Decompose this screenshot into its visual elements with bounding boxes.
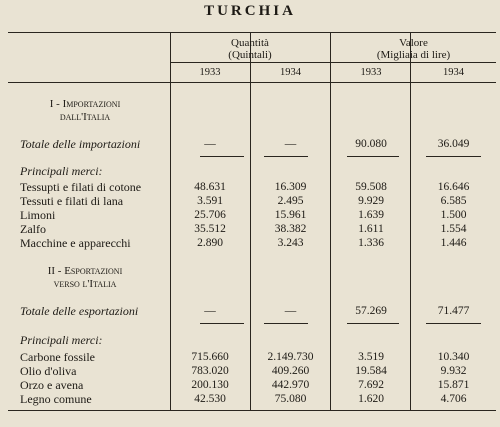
table-cell: 409.260: [271, 365, 310, 377]
table-cell: 3.591: [197, 195, 223, 207]
table-row-label: Orzo e avena: [20, 378, 84, 392]
subtotal-rule: [200, 156, 244, 157]
page-title: TURCHIA: [204, 3, 296, 19]
subtotal-rule: [347, 156, 399, 157]
exports-title-line2: verso l'Italia: [53, 278, 117, 290]
imports-total-value: —: [204, 138, 216, 150]
table-cell: 15.871: [437, 379, 470, 391]
imports-section-title: [0, 98, 170, 124]
table-cell: 715.660: [191, 351, 229, 363]
subtotal-rule: [347, 323, 399, 324]
subtotal-rule: [264, 323, 308, 324]
exports-total-value: —: [284, 305, 297, 317]
exports-section-title: [0, 265, 170, 291]
table-cell: 1.446: [440, 237, 467, 249]
top-rule: [8, 32, 496, 33]
quantity-header-label: Quantità: [231, 37, 269, 49]
imports-subheading: Principali merci:: [20, 164, 103, 178]
table-cell: 1.554: [440, 223, 467, 235]
table-cell: 1.611: [358, 223, 384, 235]
table-cell: 42.530: [194, 393, 226, 405]
table-cell: 2.495: [277, 195, 304, 207]
table-cell: 1.336: [358, 237, 384, 249]
exports-subheading: Principali merci:: [20, 333, 103, 347]
table-row-label: Limoni: [20, 208, 56, 222]
imports-title-line1: I - Importazioni: [49, 98, 121, 110]
table-cell: 6.585: [440, 195, 467, 207]
table-cell: 783.020: [191, 365, 229, 377]
table-row-label: Zalfo: [20, 222, 46, 236]
subtotal-rule: [200, 323, 244, 324]
subtotal-rule: [426, 156, 481, 157]
table-row-label: Legno comune: [20, 392, 92, 406]
table-row-label: Macchine e apparecchi: [20, 236, 131, 250]
table-cell: 9.932: [440, 365, 467, 377]
table-cell: 4.706: [440, 393, 467, 405]
table-cell: 2.149.730: [267, 351, 314, 363]
subtotal-rule: [426, 323, 481, 324]
year-header: 1934: [443, 67, 464, 78]
value-header: [331, 37, 496, 61]
table-cell: 10.340: [437, 351, 470, 363]
imports-total-label: Totale delle importazioni: [20, 137, 141, 151]
table-cell: 2.890: [197, 237, 223, 249]
table-cell: 1.500: [440, 209, 467, 221]
year-header: 1933: [360, 67, 382, 78]
exports-total-value: 71.477: [437, 305, 470, 317]
quantity-header: [170, 37, 330, 61]
imports-title-line2: dall'Italia: [59, 111, 111, 123]
subtotal-rule: [264, 156, 308, 157]
table-cell: 48.631: [194, 181, 226, 193]
exports-total-value: 57.269: [355, 305, 387, 317]
table-cell: 1.620: [358, 393, 384, 405]
table-cell: 35.512: [194, 223, 226, 235]
value-header-label: Valore: [399, 37, 428, 49]
exports-total-label: Totale delle esportazioni: [20, 304, 139, 318]
table-cell: 25.706: [194, 209, 226, 221]
table-cell: 200.130: [191, 379, 229, 391]
imports-total-value: 36.049: [437, 138, 470, 150]
table-cell: 19.584: [355, 365, 387, 377]
table-cell: 9.929: [358, 195, 384, 207]
table-row-label: Tessupti e filati di cotone: [20, 180, 142, 194]
value-header-unit: (Migliaia di lire): [376, 49, 451, 61]
table-cell: 1.639: [358, 209, 384, 221]
table-row-label: Olio d'oliva: [20, 364, 77, 378]
table-cell: 442.970: [271, 379, 310, 391]
table-cell: 15.961: [274, 209, 307, 221]
table-cell: 75.080: [274, 393, 307, 405]
table-row-label: Carbone fossile: [20, 350, 95, 364]
imports-total-value: 90.080: [355, 138, 387, 150]
table-cell: 7.692: [358, 379, 384, 391]
quantity-header-unit: (Quintali): [228, 49, 272, 61]
table-cell: 3.243: [277, 237, 304, 249]
table-cell: 38.382: [274, 223, 307, 235]
exports-title-line1: II - Esportazioni: [47, 265, 123, 277]
table-cell: 3.519: [358, 351, 384, 363]
header-divider-val: [331, 62, 496, 63]
imports-total-value: —: [284, 138, 297, 150]
table-row-label: Tessuti e filati di lana: [20, 194, 124, 208]
bottom-rule: [8, 410, 496, 411]
header-bottom-rule: [8, 82, 496, 83]
exports-total-value: —: [204, 305, 216, 317]
table-cell: 59.508: [355, 181, 387, 193]
table-cell: 16.309: [274, 181, 307, 193]
year-header: 1933: [199, 67, 221, 78]
table-cell: 16.646: [437, 181, 470, 193]
year-header: 1934: [280, 67, 301, 78]
